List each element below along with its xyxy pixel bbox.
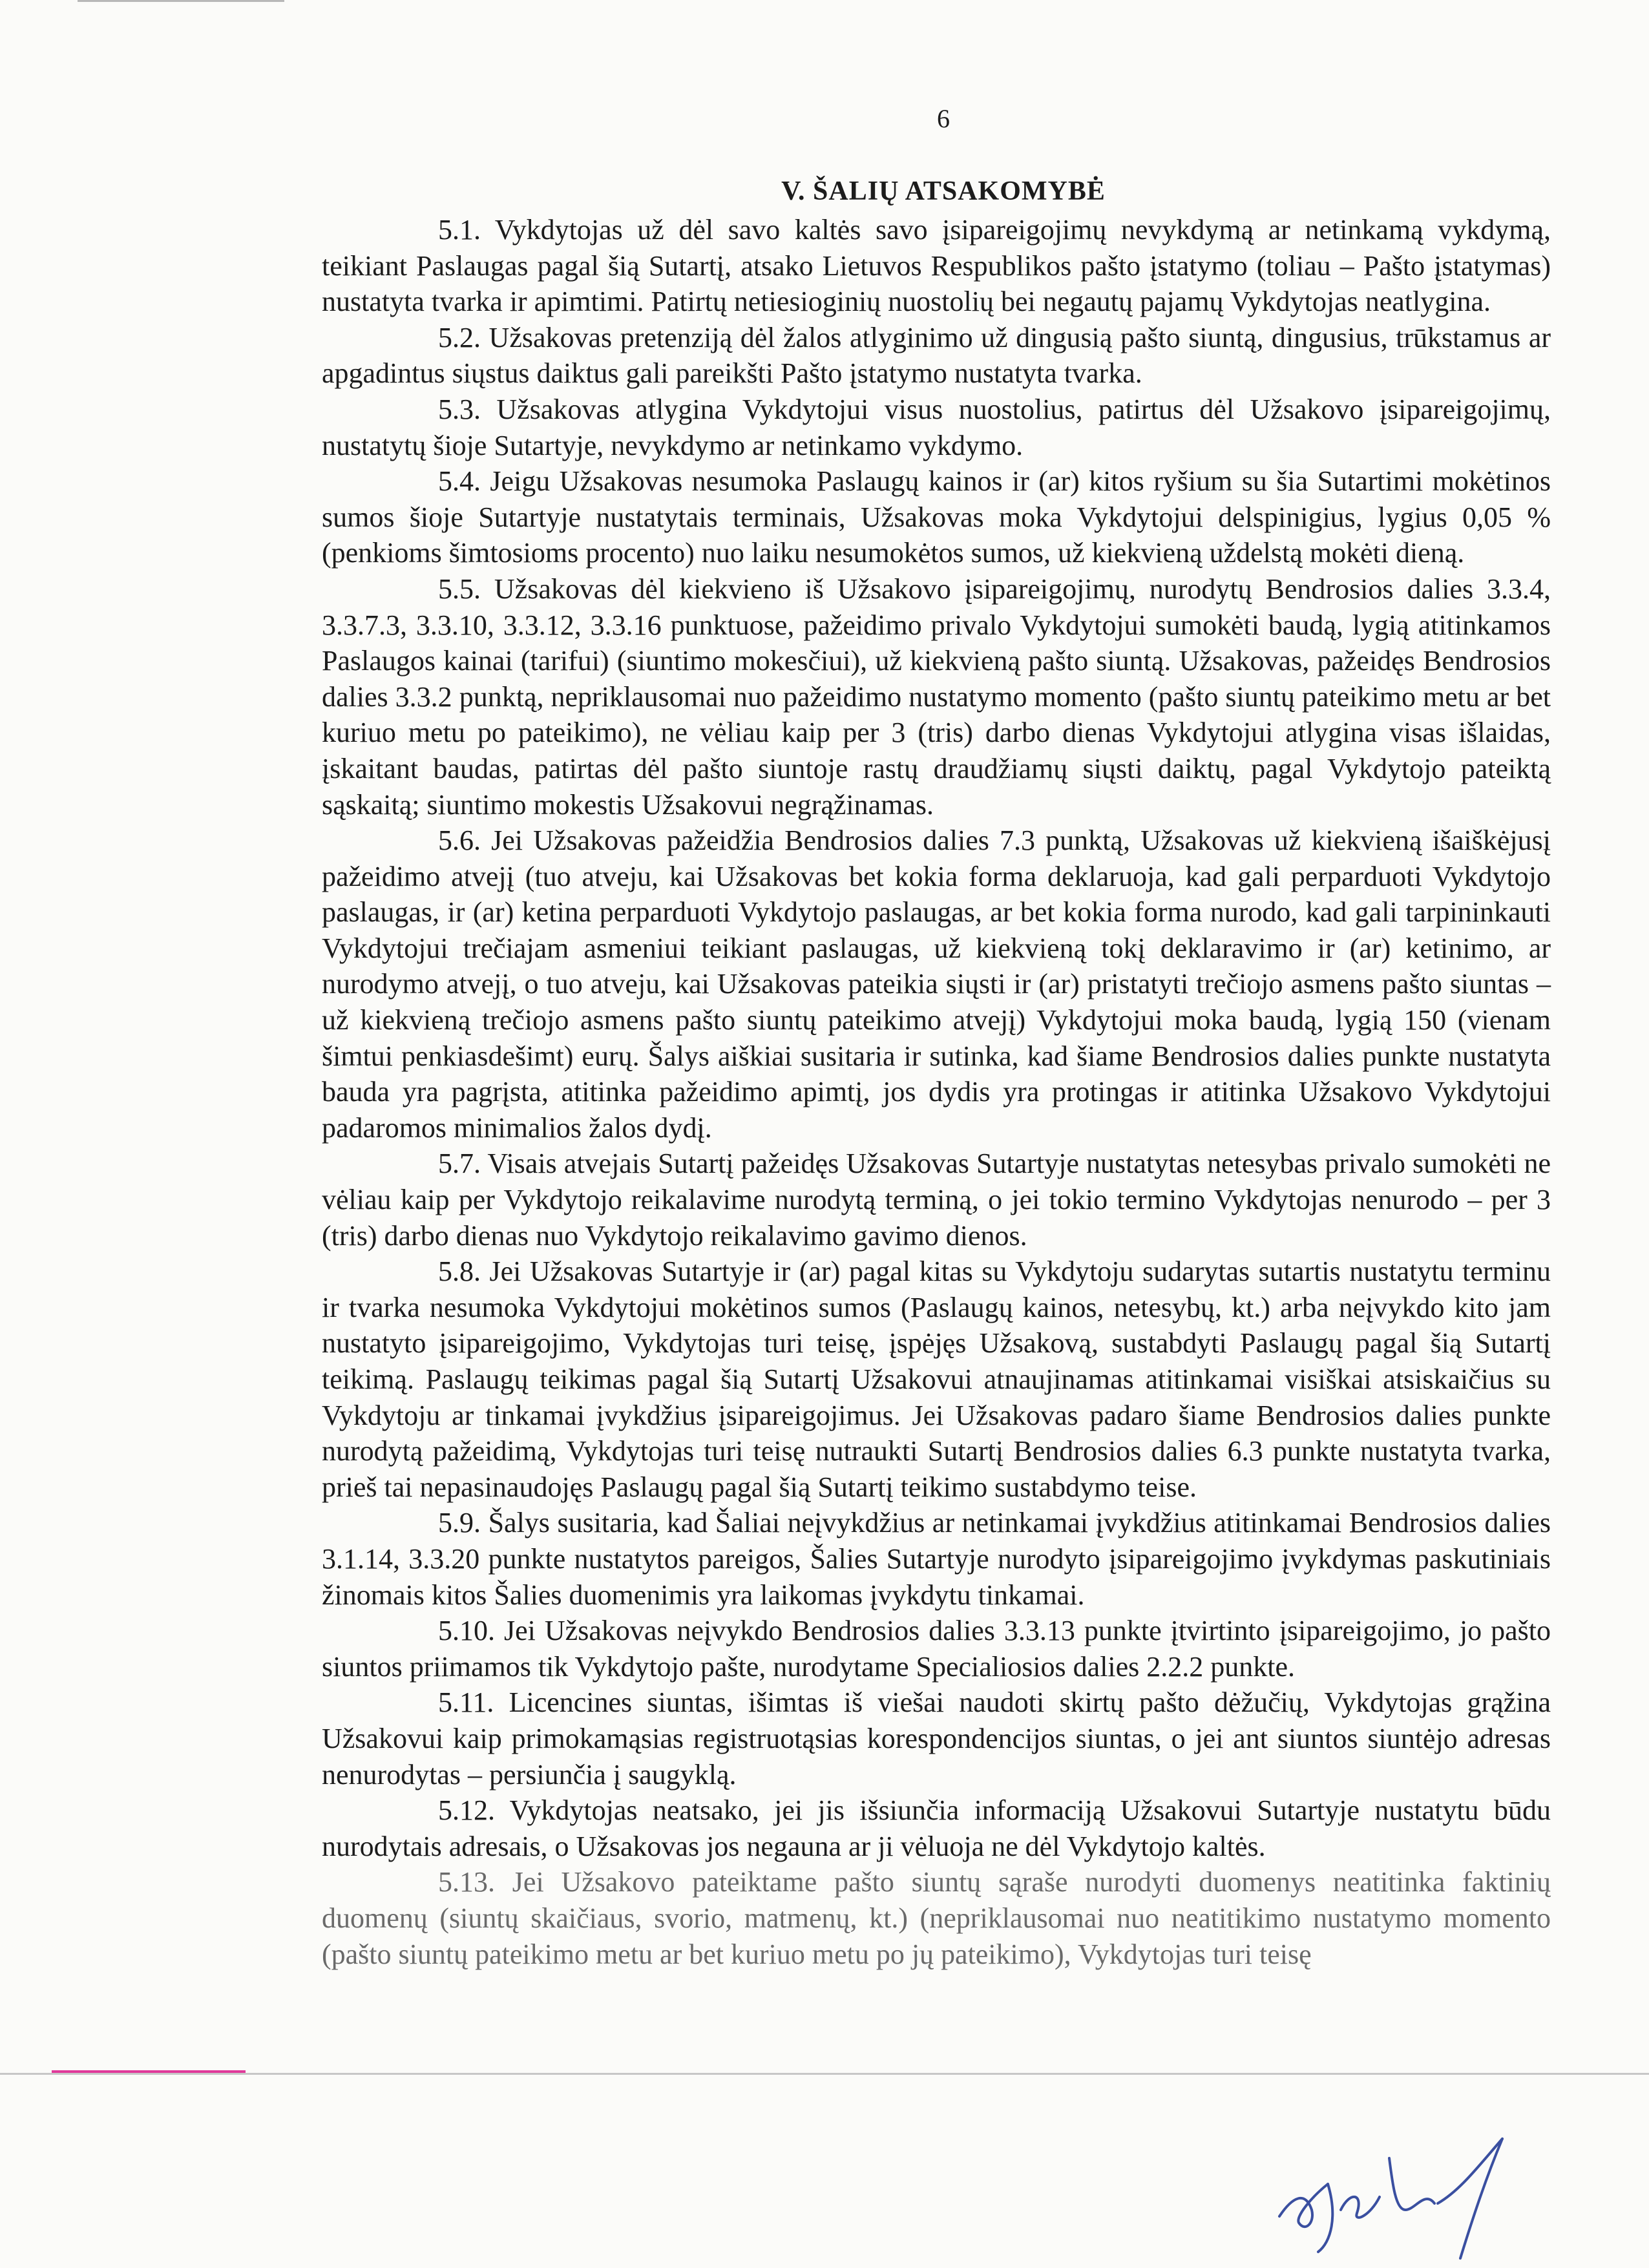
clause-5-6: 5.6. Jei Užsakovas pažeidžia Bendrosios dalies 7.3 punktą, Užsakovas už kiekvieną išaiškėjusį pažeidimo atvejį (tuo atveju, kai Užsakovas bet kokia forma deklaruoja, kad gali perparduoti Vykdytojo paslaugas, ir (ar) ketina perparduoti Vykdytojo paslaugas, ar bet kokia forma nurodo, kad gali tarpininkauti Vykdytojui trečiajam asmeniui teikiant paslaugas, už kiekvieną tokį deklaravimo ir (ar) ketinimo, ar nurodymo atvejį, o tuo atveju, kai Užsakovas pateikia siųsti ir (ar) pristatyti trečiojo asmens pašto siuntas – už kiekvieną trečiojo asmens pašto siuntų pateikimo atvejį) Vykdytojui moka baudą, lygią 150 (vienam šimtui penkiasdešimt) eurų. Šalys aiškiai susitaria ir sutinka, kad šiame Bendrosios dalies punkte nustatyta bauda yra pagrįsta, atitinka pažeidimo apimtį, jos dydis yra protingas ir atitinka Užsakovo Vykdytojui padaromos minimalios žalos dydį. [322,824,1551,1144]
clause-5-1: 5.1. Vykdytojas už dėl savo kaltės savo įsipareigojimų nevykdymą ar netinkamą vykdymą, teikiant Paslaugas pagal šią Sutartį, atsako Lietuvos Respublikos pašto įstatymo (toliau – Pašto įstatymas) nustatyta tvarka ir apimtimi. Patirtų netiesioginių nuostolių bei negautų pajamų Vykdytojas neatlygina. [322,214,1551,318]
clause-5-7: 5.7. Visais atvejais Sutartį pažeidęs Užsakovas Sutartyje nustatytas netesybas privalo sumokėti ne vėliau kaip per Vykdytojo reikalavime nurodytą terminą, o jei tokio termino Vykdytojas nenurodo – per 3 (tris) darbo dienas nuo Vykdytojo reikalavimo gavimo dienos. [322,1148,1551,1252]
clause-5-12: 5.12. Vykdytojas neatsako, jei jis išsiunčia informaciją Užsakovui Sutartyje nustatytu būdu nurodytais adresais, o Užsakovas jos negauna ar ji vėluoja ne dėl Vykdytojo kaltės. [322,1794,1551,1862]
handwritten-signature [1266,2119,1538,2262]
clause-5-3: 5.3. Užsakovas atlygina Vykdytojui visus nuostolius, patirtus dėl Užsakovo įsipareigojimų, nustatytų šioje Sutartyje, nevykdymo ar netinkamo vykdymo. [322,393,1551,461]
scan-artifact-bottom-line [0,2073,1649,2075]
clause-5-5: 5.5. Užsakovas dėl kiekvieno iš Užsakovo įsipareigojimų, nurodytų Bendrosios dalies 3.3.4, 3.3.7.3, 3.3.10, 3.3.12, 3.3.16 punktuose, pažeidimo privalo Vykdytojui sumokėti baudą, lygią atitinkamos Paslaugos kainai (tarifui) (siuntimo mokesčiui), už kiekvieną pašto siuntą. Užsakovas, pažeidęs Bendrosios dalies 3.3.2 punktą, nepriklausomai nuo pažeidimo nustatymo momento (pašto siuntų pateikimo metu ar bet kuriuo metu po pateikimo), ne vėliau kaip per 3 (tris) darbo dienas Vykdytojui atlygina visas išlaidas, įskaitant baudas, patirtas dėl pašto siuntoje rastų draudžiamų siųsti daiktų, pagal Vykdytojo pateiktą sąskaitą; siuntimo mokestis Užsakovui negrąžinamas. [322,572,1551,821]
clause-5-10: 5.10. Jei Užsakovas neįvykdo Bendrosios dalies 3.3.13 punkte įtvirtinto įsipareigojimo, jo pašto siuntos priimamos tik Vykdytojo pašte, nurodytame Specialiosios dalies 2.2.2 punkte. [322,1615,1551,1683]
scan-artifact-top-line [78,0,284,2]
clause-5-11: 5.11. Licencines siuntas, išimtas iš viešai naudoti skirtų pašto dėžučių, Vykdytojas grąžina Užsakovui kaip primokamąsias registruotąsias korespondencijos siuntas, o jei ant siuntos siuntėjo adresas nenurodytas – persiunčia į saugyklą. [322,1686,1551,1790]
page-number: 6 [937,104,950,133]
clause-5-4: 5.4. Jeigu Užsakovas nesumoka Paslaugų kainos ir (ar) kitos ryšium su šia Sutartimi mokėtinos sumos šioje Sutartyje nustatytais terminais, Užsakovas moka Vykdytojui delspinigius, lygius 0,05 % (penkioms šimtosioms procento) nuo laiku nesumokėtos sumos, už kiekvieną uždelstą mokėti dieną. [322,465,1551,569]
clause-5-2: 5.2. Užsakovas pretenziją dėl žalos atlyginimo už dingusią pašto siuntą, dingusius, trūkstamus ar apgadintus siųstus daiktus gali pareikšti Pašto įstatymo nustatyta tvarka. [322,321,1551,390]
clause-5-9: 5.9. Šalys susitaria, kad Šaliai neįvykdžius ar netinkamai įvykdžius atitinkamai Bendrosios dalies 3.1.14, 3.3.20 punkte nustatytos pareigos, Šalies Sutartyje nurodyto įsipareigojimo įvykdymas paskutiniais žinomais kitos Šalies duomenimis yra laikomas įvykdytu tinkamai. [322,1507,1551,1611]
body-text [322,212,1551,1972]
clause-5-13: 5.13. Jei Užsakovo pateiktame pašto siuntų sąraše nurodyti duomenys neatitinka faktinių duomenų (siuntų skaičiaus, svorio, matmenų, kt.) (nepriklausomai nuo neatitikimo nustatymo momento (pašto siuntų pateikimo metu ar bet kuriuo metu po jų pateikimo), Vykdytojas turi teisę [322,1866,1551,1970]
section-title: V. ŠALIŲ ATSAKOMYBĖ [781,176,1106,206]
clause-5-8: 5.8. Jei Užsakovas Sutartyje ir (ar) pagal kitas su Vykdytoju sudarytas sutartis nustatytu terminu ir tvarka nesumoka Vykdytojui mokėtinos sumos (Paslaugų kainos, netesybų, kt.) arba neįvykdo kito jam nustatyto įsipareigojimo, Vykdytojas turi teisę, įspėjęs Užsakovą, sustabdyti Paslaugų pagal šią Sutartį teikimą. Paslaugų teikimas pagal šią Sutartį Užsakovui atnaujinamas atitinkamai visiškai atsiskaičius su Vykdytoju ar tinkamai įvykdžius įsipareigojimus. Jei Užsakovas padaro šiame Bendrosios dalies punkte nurodytą pažeidimą, Vykdytojas turi teisę nutraukti Sutartį Bendrosios dalies 6.3 punkte nustatyta tvarka, prieš tai nepasinaudojęs Paslaugų pagal šią Sutartį teikimo sustabdymo teise. [322,1255,1551,1503]
